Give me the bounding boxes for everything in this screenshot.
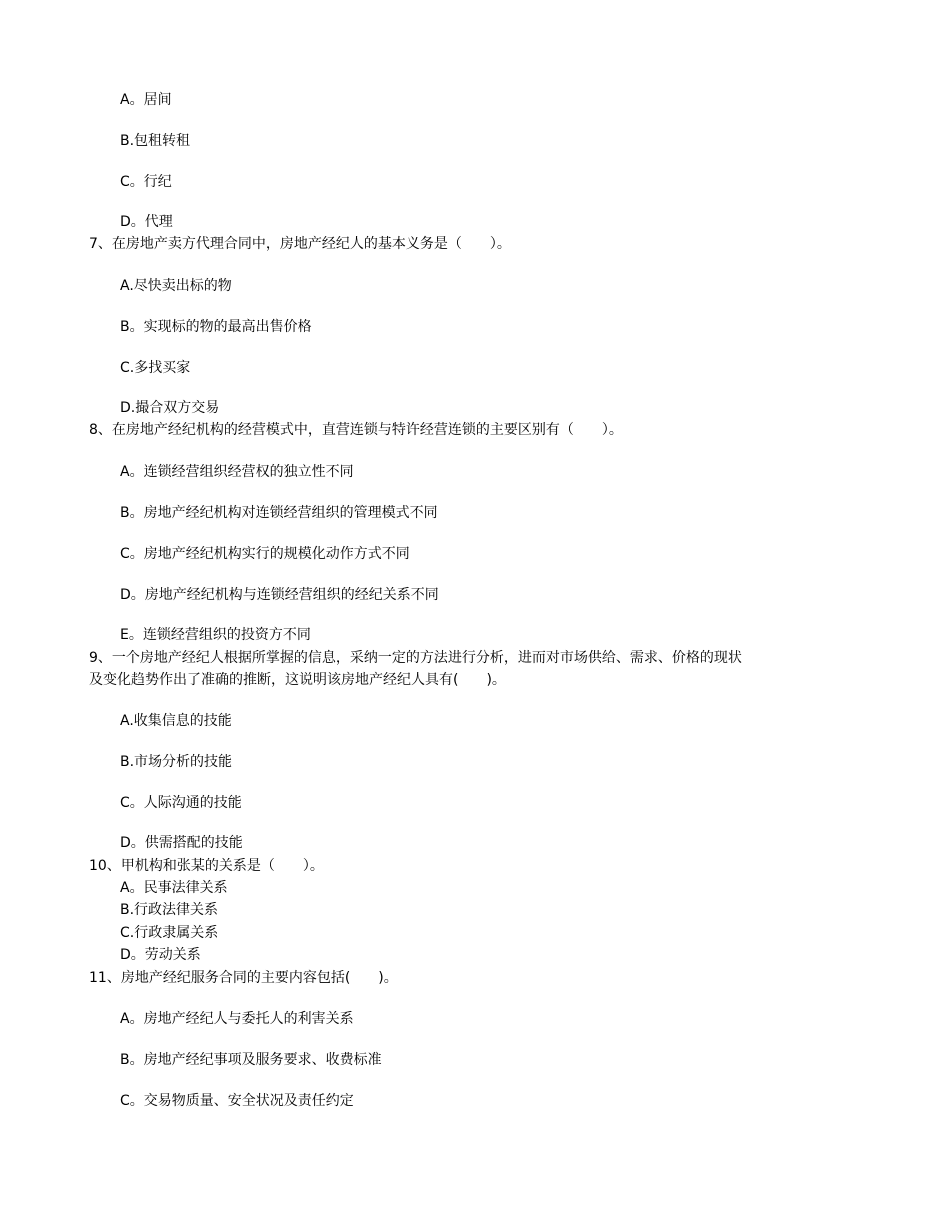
q10-option-b: B.行政法律关系 bbox=[120, 902, 219, 918]
q8-option-e: E。连锁经营组织的投资方不同 bbox=[120, 627, 311, 643]
q7-option-d: D.撮合双方交易 bbox=[120, 400, 220, 416]
q9-option-d: D。供需搭配的技能 bbox=[120, 835, 243, 851]
q11-stem: 11、房地产经纪服务合同的主要内容包括( )。 bbox=[89, 970, 398, 986]
q8-option-b: B。房地产经纪机构对连锁经营组织的管理模式不同 bbox=[120, 505, 438, 521]
q10-option-c: C.行政隶属关系 bbox=[120, 925, 219, 941]
q10-option-d: D。劳动关系 bbox=[120, 947, 201, 963]
q7-option-b: B。实现标的物的最高出售价格 bbox=[120, 319, 312, 335]
q7-stem: 7、在房地产卖方代理合同中，房地产经纪人的基本义务是（ ）。 bbox=[89, 236, 511, 252]
q9-option-a: A.收集信息的技能 bbox=[120, 713, 232, 729]
q6-option-d: D。代理 bbox=[120, 214, 173, 230]
q8-option-a: A。连锁经营组织经营权的独立性不同 bbox=[120, 464, 354, 480]
q8-option-c: C。房地产经纪机构实行的规模化动作方式不同 bbox=[120, 546, 410, 562]
q10-stem: 10、甲机构和张某的关系是（ ）。 bbox=[89, 858, 324, 874]
q9-option-c: C。人际沟通的技能 bbox=[120, 795, 242, 811]
q9-stem-line2: 及变化趋势作出了准确的推断，这说明该房地产经纪人具有( )。 bbox=[89, 672, 506, 688]
q9-stem-line1: 9、一个房地产经纪人根据所掌握的信息，采纳一定的方法进行分析，进而对市场供给、需求、价格的现状 bbox=[89, 650, 742, 666]
q11-option-c: C。交易物质量、安全状况及责任约定 bbox=[120, 1093, 354, 1109]
q6-option-c: C。行纪 bbox=[120, 174, 172, 190]
q9-option-b: B.市场分析的技能 bbox=[120, 754, 233, 770]
q7-option-a: A.尽快卖出标的物 bbox=[120, 278, 232, 294]
q8-stem: 8、在房地产经纪机构的经营模式中，直营连锁与特许经营连锁的主要区别有（ ）。 bbox=[89, 422, 623, 438]
q8-option-d: D。房地产经纪机构与连锁经营组织的经纪关系不同 bbox=[120, 587, 439, 603]
q10-option-a: A。民事法律关系 bbox=[120, 880, 228, 896]
q7-option-c: C.多找买家 bbox=[120, 360, 191, 376]
q6-option-a: A。居间 bbox=[120, 92, 172, 108]
q6-option-b: B.包租转租 bbox=[120, 133, 191, 149]
q11-option-b: B。房地产经纪事项及服务要求、收费标准 bbox=[120, 1052, 382, 1068]
q11-option-a: A。房地产经纪人与委托人的利害关系 bbox=[120, 1011, 354, 1027]
